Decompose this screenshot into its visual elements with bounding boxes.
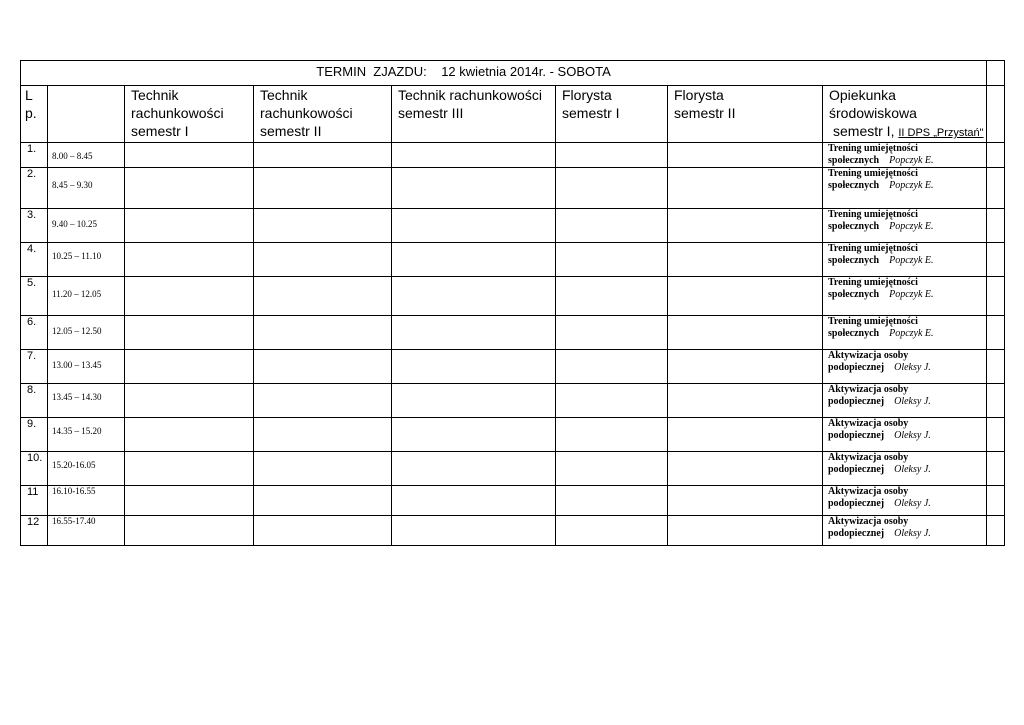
teacher-name: Popczyk E. (889, 155, 934, 166)
row-time: 10.25 – 11.10 (48, 243, 125, 277)
empty-cell (556, 277, 668, 316)
empty-cell (392, 350, 556, 384)
empty-cell (668, 418, 823, 452)
empty-cell (254, 277, 392, 316)
schedule-table (20, 60, 1005, 546)
empty-cell (254, 452, 392, 486)
empty-cell (556, 516, 668, 546)
header-florysta-sem1: Florysta semestr I (556, 86, 668, 143)
subject-line2: społecznych (828, 328, 880, 339)
empty-cell (556, 486, 668, 516)
header-extra-cell (987, 86, 1005, 143)
empty-cell (668, 243, 823, 277)
empty-cell (392, 277, 556, 316)
subject-line1: Trening umiejętności (828, 277, 918, 288)
extra-cell (987, 143, 1005, 168)
empty-cell (254, 143, 392, 168)
schedule-row (21, 168, 1005, 209)
schedule-row (21, 452, 1005, 486)
subject-line2: podopiecznej (828, 362, 885, 373)
empty-cell (125, 452, 254, 486)
header-technik-rach-sem2: Technik rachunkowości semestr II (254, 86, 392, 143)
header-florysta-sem2: Florysta semestr II (668, 86, 823, 143)
subject-line1: Trening umiejętności (828, 209, 918, 220)
empty-cell (556, 209, 668, 243)
empty-cell (556, 316, 668, 350)
extra-cell (987, 243, 1005, 277)
empty-cell (254, 384, 392, 418)
row-number: 1. (21, 143, 48, 168)
subject-line2: społecznych (828, 155, 880, 166)
row-time: 16.55-17.40 (48, 516, 125, 546)
extra-cell (987, 452, 1005, 486)
subject-line2: społecznych (828, 255, 880, 266)
header-technik-rach-sem3: Technik rachunkowości semestr III (392, 86, 556, 143)
subject-line1: Aktywizacja osoby (828, 350, 909, 361)
empty-cell (668, 486, 823, 516)
subject-cell (823, 384, 987, 418)
extra-cell (987, 168, 1005, 209)
schedule-row (21, 316, 1005, 350)
subject-cell (823, 168, 987, 209)
empty-cell (392, 452, 556, 486)
subject-line1: Aktywizacja osoby (828, 452, 909, 463)
empty-cell (556, 168, 668, 209)
subject-cell (823, 516, 987, 546)
empty-cell (125, 168, 254, 209)
row-number: 11 (21, 486, 48, 516)
row-number: 8. (21, 384, 48, 418)
subject-cell (823, 452, 987, 486)
header-opiekunka-srodowiskowa: Opiekunka środowiskowa semestr I, II DPS „Przystań" (823, 86, 987, 143)
extra-cell (987, 384, 1005, 418)
empty-cell (254, 350, 392, 384)
subject-cell (823, 277, 987, 316)
schedule-row (21, 516, 1005, 546)
subject-line2: podopiecznej (828, 430, 885, 441)
empty-cell (125, 209, 254, 243)
empty-cell (668, 350, 823, 384)
subject-cell (823, 143, 987, 168)
schedule-row (21, 418, 1005, 452)
teacher-name: Oleksy J. (894, 396, 931, 407)
title-date: 12 kwietnia 2014r. - SOBOTA (441, 64, 611, 79)
row-time: 8.45 – 9.30 (48, 168, 125, 209)
teacher-name: Popczyk E. (889, 180, 934, 191)
empty-cell (668, 316, 823, 350)
empty-cell (392, 143, 556, 168)
extra-cell (987, 516, 1005, 546)
empty-cell (125, 350, 254, 384)
empty-cell (392, 516, 556, 546)
subject-line2: społecznych (828, 289, 880, 300)
teacher-name: Oleksy J. (894, 362, 931, 373)
subject-line1: Trening umiejętności (828, 143, 918, 154)
subject-line2: podopiecznej (828, 528, 885, 539)
empty-cell (254, 316, 392, 350)
empty-cell (254, 486, 392, 516)
row-number: 2. (21, 168, 48, 209)
empty-cell (668, 452, 823, 486)
header-row (21, 86, 1005, 143)
empty-cell (556, 452, 668, 486)
schedule-row (21, 209, 1005, 243)
schedule-row (21, 143, 1005, 168)
row-number: 7. (21, 350, 48, 384)
schedule-row (21, 277, 1005, 316)
empty-cell (254, 243, 392, 277)
row-number: 5. (21, 277, 48, 316)
row-number: 12 (21, 516, 48, 546)
empty-cell (392, 418, 556, 452)
schedule-row (21, 486, 1005, 516)
subject-line1: Aktywizacja osoby (828, 418, 909, 429)
extra-cell (987, 277, 1005, 316)
empty-cell (392, 243, 556, 277)
empty-cell (556, 143, 668, 168)
schedule-title (21, 61, 987, 86)
empty-cell (254, 418, 392, 452)
subject-line1: Aktywizacja osoby (828, 516, 909, 527)
header-lp: L p. (21, 86, 48, 143)
extra-cell (987, 209, 1005, 243)
teacher-name: Popczyk E. (889, 289, 934, 300)
row-time: 9.40 – 10.25 (48, 209, 125, 243)
extra-cell (987, 486, 1005, 516)
empty-cell (254, 209, 392, 243)
empty-cell (125, 418, 254, 452)
subject-cell (823, 350, 987, 384)
empty-cell (125, 516, 254, 546)
subject-cell (823, 418, 987, 452)
row-number: 6. (21, 316, 48, 350)
title-row (21, 61, 1005, 86)
teacher-name: Oleksy J. (894, 528, 931, 539)
subject-line1: Aktywizacja osoby (828, 486, 909, 497)
subject-line2: podopiecznej (828, 464, 885, 475)
row-time: 8.00 – 8.45 (48, 143, 125, 168)
row-time: 14.35 – 15.20 (48, 418, 125, 452)
subject-cell (823, 486, 987, 516)
teacher-name: Oleksy J. (894, 430, 931, 441)
subject-line1: Trening umiejętności (828, 168, 918, 179)
empty-cell (125, 384, 254, 418)
teacher-name: Oleksy J. (894, 464, 931, 475)
subject-cell (823, 243, 987, 277)
row-number: 9. (21, 418, 48, 452)
row-time: 13.45 – 14.30 (48, 384, 125, 418)
teacher-name: Popczyk E. (889, 255, 934, 266)
empty-cell (254, 516, 392, 546)
row-time: 15.20-16.05 (48, 452, 125, 486)
title-extra-cell (987, 61, 1005, 86)
empty-cell (668, 277, 823, 316)
row-time: 11.20 – 12.05 (48, 277, 125, 316)
extra-cell (987, 350, 1005, 384)
empty-cell (668, 209, 823, 243)
extra-cell (987, 418, 1005, 452)
subject-line2: podopiecznej (828, 498, 885, 509)
empty-cell (668, 168, 823, 209)
subject-line2: społecznych (828, 221, 880, 232)
empty-cell (668, 516, 823, 546)
empty-cell (125, 143, 254, 168)
subject-line1: Trening umiejętności (828, 243, 918, 254)
row-number: 10. (21, 452, 48, 486)
row-time: 16.10-16.55 (48, 486, 125, 516)
empty-cell (392, 209, 556, 243)
empty-cell (668, 384, 823, 418)
header-technik-rach-sem1: Technik rachunkowości semestr I (125, 86, 254, 143)
teacher-name: Popczyk E. (889, 328, 934, 339)
empty-cell (556, 350, 668, 384)
empty-cell (668, 143, 823, 168)
row-number: 4. (21, 243, 48, 277)
subject-cell (823, 209, 987, 243)
empty-cell (125, 316, 254, 350)
empty-cell (556, 243, 668, 277)
subject-cell (823, 316, 987, 350)
schedule-row (21, 384, 1005, 418)
empty-cell (125, 486, 254, 516)
header-time (48, 86, 125, 143)
empty-cell (254, 168, 392, 209)
subject-line1: Aktywizacja osoby (828, 384, 909, 395)
subject-line1: Trening umiejętności (828, 316, 918, 327)
empty-cell (125, 277, 254, 316)
row-number: 3. (21, 209, 48, 243)
empty-cell (392, 384, 556, 418)
empty-cell (392, 168, 556, 209)
schedule-row (21, 350, 1005, 384)
subject-line2: podopiecznej (828, 396, 885, 407)
teacher-name: Popczyk E. (889, 221, 934, 232)
title-label: TERMIN ZJAZDU: (316, 64, 427, 79)
empty-cell (392, 486, 556, 516)
teacher-name: Oleksy J. (894, 498, 931, 509)
subject-line2: społecznych (828, 180, 880, 191)
empty-cell (125, 243, 254, 277)
empty-cell (556, 418, 668, 452)
row-time: 13.00 – 13.45 (48, 350, 125, 384)
empty-cell (392, 316, 556, 350)
row-time: 12.05 – 12.50 (48, 316, 125, 350)
schedule-row (21, 243, 1005, 277)
extra-cell (987, 316, 1005, 350)
empty-cell (556, 384, 668, 418)
